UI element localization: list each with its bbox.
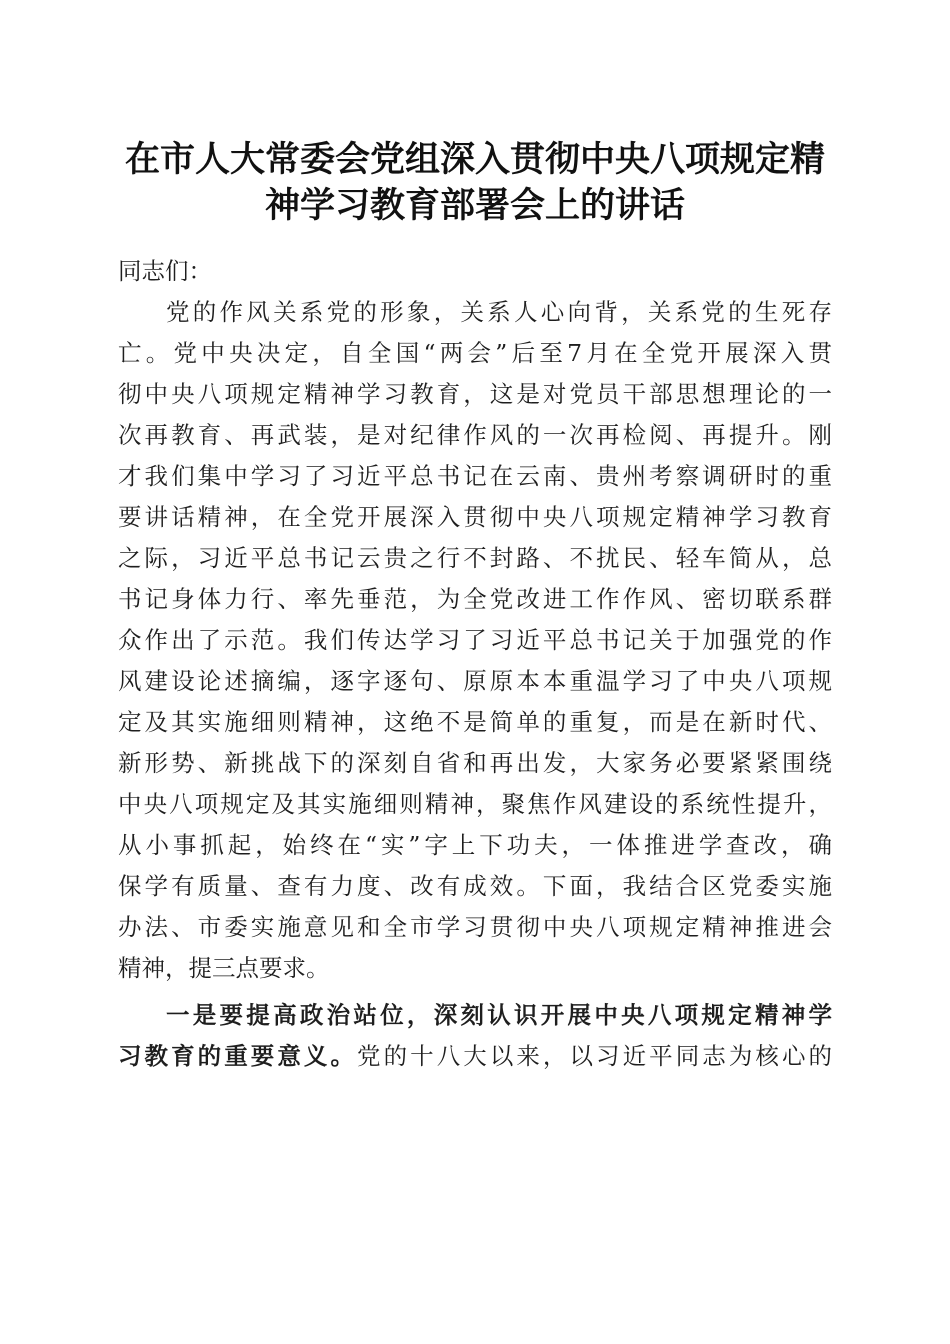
- paragraph-line: 从小事抓起，始终在“实”字上下功夫，一体推进学查改，确: [118, 831, 832, 859]
- paragraph-2: [118, 995, 832, 1077]
- paragraph-line: 要讲话精神，在全党开展深入贯彻中央八项规定精神学习教育: [118, 503, 832, 531]
- paragraph-1: [118, 292, 832, 989]
- paragraph-line: 彻中央八项规定精神学习教育，这是对党员干部思想理论的一: [118, 380, 832, 408]
- title-line-1: 在市人大常委会党组深入贯彻中央八项规定精: [124, 139, 825, 180]
- paragraph-line: 风建设论述摘编，逐字逐句、原原本本重温学习了中央八项规: [118, 667, 832, 695]
- document-body: [118, 251, 832, 1077]
- paragraph-line: 才我们集中学习了习近平总书记在云南、贵州考察调研时的重: [118, 462, 832, 490]
- title-line-2: 神学习教育部署会上的讲话: [264, 185, 685, 226]
- paragraph-line: 书记身体力行、率先垂范，为全党改进工作作风、密切联系群: [118, 585, 832, 613]
- paragraph-line: 亡。党中央决定，自全国“两会”后至7月在全党开展深入贯: [118, 339, 832, 367]
- paragraph-line: 次再教育、再武装，是对纪律作风的一次再检阅、再提升。刚: [118, 421, 832, 449]
- paragraph-line: 精神，提三点要求。: [118, 954, 330, 982]
- paragraph-line: 新形势、新挑战下的深刻自省和再出发，大家务必要紧紧围绕: [118, 749, 832, 777]
- paragraph-line: 众作出了示范。我们传达学习了习近平总书记关于加强党的作: [118, 626, 832, 654]
- paragraph-line-bold: 一是要提高政治站位，深刻认识开展中央八项规定精神学: [166, 1001, 832, 1029]
- paragraph-line: 保学有质量、查有力度、改有成效。下面，我结合区党委实施: [118, 872, 832, 900]
- bold-lead-text: 习教育的重要意义。: [118, 1042, 358, 1070]
- paragraph-line: 办法、市委实施意见和全市学习贯彻中央八项规定精神推进会: [118, 913, 832, 941]
- document-title: [110, 137, 840, 229]
- paragraph-line: 中央八项规定及其实施细则精神，聚焦作风建设的系统性提升，: [118, 790, 832, 818]
- paragraph-line: 定及其实施细则精神，这绝不是简单的重复，而是在新时代、: [118, 708, 832, 736]
- paragraph-line-mixed: [118, 1036, 832, 1077]
- paragraph-line: 之际，习近平总书记云贵之行不封路、不扰民、轻车简从，总: [118, 544, 832, 572]
- salutation: 同志们：: [118, 257, 212, 285]
- paragraph-line: 党的作风关系党的形象，关系人心向背，关系党的生死存: [166, 298, 832, 326]
- regular-text: 党的十八大以来，以习近平同志为核心的: [357, 1042, 833, 1070]
